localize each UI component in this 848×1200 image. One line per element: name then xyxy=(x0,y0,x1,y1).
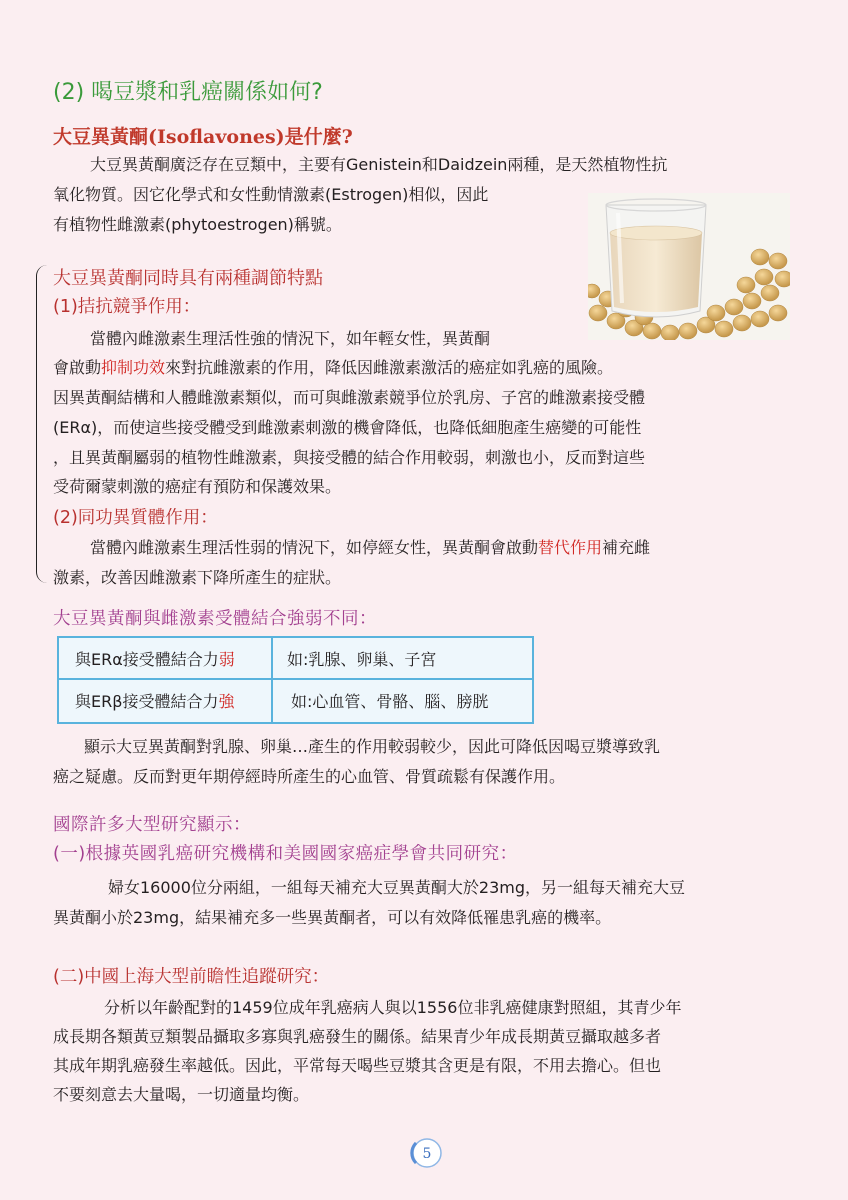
study2-title: (二)中國上海大型前瞻性追蹤研究： xyxy=(53,967,330,987)
binding-heading: 大豆異黃酮與雌激素受體結合強弱不同： xyxy=(53,609,377,629)
table-cell-erb: 與ERβ接受體結合力強 xyxy=(59,680,273,722)
study2-line-4: 不要刻意去大量喝，一切適量均衡。 xyxy=(53,1085,310,1104)
section-bracket xyxy=(36,265,47,583)
study2-line-1: 分析以年齡配對的1459位成年乳癌病人與以1556位非乳癌健康對照組，其青少年 xyxy=(104,998,682,1017)
research-heading: 國際許多大型研究顯示： xyxy=(53,815,251,835)
study1-title: (一)根據英國乳癌研究機構和美國國家癌症學會共同研究： xyxy=(53,844,518,864)
table-cell-era: 與ERα接受體結合力弱 xyxy=(59,638,273,680)
antagonist-line-3: 因異黃酮結構和人體雌激素類似，而可與雌激素競爭位於乳房、子宮的雌激素接受體 xyxy=(53,388,646,407)
page-number: 5 xyxy=(422,1146,432,1162)
antagonist-line-6: 受荷爾蒙刺激的癌症有預防和保護效果。 xyxy=(53,477,342,496)
binding-table xyxy=(57,636,534,724)
study2-line-2: 成長期各類黃豆類製品攝取多寡與乳癌發生的關係。結果青少年成長期黃豆攝取越多者 xyxy=(53,1027,662,1046)
study1-line-2: 異黃酮小於23mg，結果補充多一些異黃酮者，可以有效降低罹患乳癌的機率。 xyxy=(53,908,612,927)
page-number-badge xyxy=(410,1137,442,1169)
isoflavone-heading: 大豆異黃酮(Isoflavones)是什麼? xyxy=(53,126,353,148)
antagonist-line-5: ，且異黃酮屬弱的植物性雌激素，與接受體的結合作用較弱，刺激也小，反而對這些 xyxy=(53,448,646,467)
agonist-title: (2)同功異質體作用： xyxy=(53,508,218,528)
highlight-inhibit: 抑制功效 xyxy=(101,358,166,377)
intro-line-1: 大豆異黃酮廣泛存在豆類中，主要有Genistein和Daidzein兩種，是天然植物性抗 xyxy=(90,155,668,174)
antagonist-line-2: 會啟動抑制功效來對抗雌激素的作用，降低因雌激素激活的癌症如乳癌的風險。 xyxy=(53,358,614,377)
dual-heading: 大豆異黃酮同時具有兩種調節特點 xyxy=(53,268,323,289)
antagonist-line-4: (ERα)，而使這些接受體受到雌激素刺激的機會降低，也降低細胞產生癌變的可能性 xyxy=(53,418,642,437)
study2-line-3: 其成年期乳癌發生率越低。因此，平常每天喝些豆漿其含更是有限，不用去擔心。但也 xyxy=(53,1056,662,1075)
soymilk-photo xyxy=(588,193,790,340)
intro-line-2: 氧化物質。因它化學式和女性動情激素(Estrogen)相似，因此 xyxy=(53,185,489,204)
table-cell-erb-targets: 如:心血管、骨骼、腦、膀胱 xyxy=(291,692,489,711)
highlight-substitute: 替代作用 xyxy=(538,538,603,557)
agonist-line-1: 當體內雌激素生理活性弱的情況下，如停經女性，異黃酮會啟動替代作用補充雌 xyxy=(90,538,651,557)
binding-note-line-2: 癌之疑慮。反而對更年期停經時所產生的心血管、骨質疏鬆有保護作用。 xyxy=(53,767,566,786)
binding-note-line-1: 顯示大豆異黃酮對乳腺、卵巢…產生的作用較弱較少，因此可降低因喝豆漿導致乳 xyxy=(84,737,661,756)
study1-line-1: 婦女16000位分兩組，一組每天補充大豆異黃酮大於23mg，另一組每天補充大豆 xyxy=(108,878,686,897)
agonist-line-2: 激素，改善因雌激素下降所產生的症狀。 xyxy=(53,568,342,587)
table-cell-era-targets: 如:乳腺、卵巢、子宮 xyxy=(273,638,532,680)
antagonist-title: (1)拮抗競爭作用： xyxy=(53,297,201,317)
antagonist-line-1: 當體內雌激素生理活性強的情況下，如年輕女性，異黃酮 xyxy=(90,329,491,348)
intro-line-3: 有植物性雌激素(phytoestrogen)稱號。 xyxy=(53,215,342,234)
section-title: (2) 喝豆漿和乳癌關係如何? xyxy=(53,80,323,105)
